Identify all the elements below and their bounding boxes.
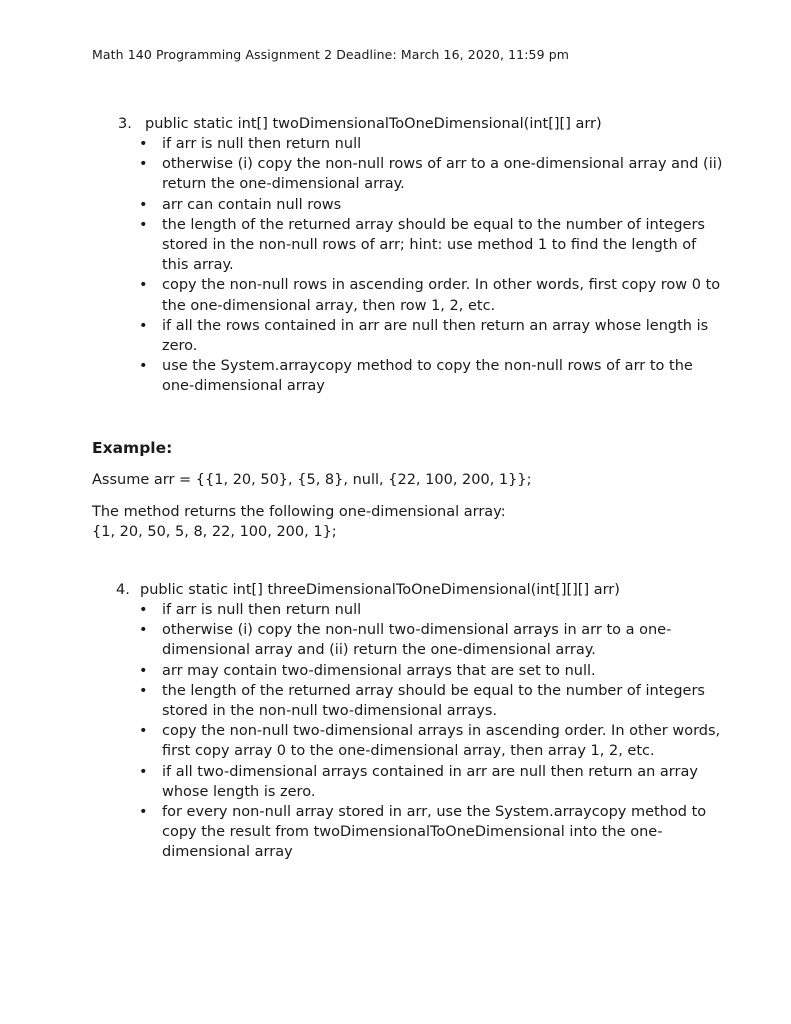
item-4-bullet: • if arr is null then return null xyxy=(92,600,712,620)
item-3-bullet: • use the System.arraycopy method to copy the non-null rows of arr to the one-dimensional array xyxy=(92,356,712,396)
item-3-signature: public static int[] twoDimensionalToOneDimensional(int[][] arr) xyxy=(145,116,602,132)
item-4-bullet: • copy the non-null two-dimensional arrays in ascending order. In other words, first copy array 0 to the one-dimensional array, then array 1, 2, etc. xyxy=(92,721,712,761)
example-result-line: {1, 20, 50, 5, 8, 22, 100, 200, 1}; xyxy=(92,524,337,540)
item-4-bullet: • arr may contain two-dimensional arrays that are set to null. xyxy=(92,661,712,681)
item-4 xyxy=(92,580,721,863)
item-3-bullet-list xyxy=(92,134,723,397)
item-4-title xyxy=(92,580,712,600)
item-4-bullet: • for every non-null array stored in arr, use the System.arraycopy method to copy the result from twoDimensionalToOneDimensional into the one- dimensional array xyxy=(92,802,712,863)
item-3-title xyxy=(92,114,712,134)
example-block xyxy=(92,438,712,542)
item-3-bullet: • if all the rows contained in arr are null then return an array whose length is zero. xyxy=(92,316,712,356)
item-4-bullet: • otherwise (i) copy the non-null two-dimensional arrays in arr to a one- dimensional array and (ii) return the one-dimensional array. xyxy=(92,620,712,660)
item-4-signature: public static int[] threeDimensionalToOneDimensional(int[][][] arr) xyxy=(140,582,620,598)
item-3-bullet: • the length of the returned array should be equal to the number of integers stored in the non-null rows of arr; hint: use method 1 to find the length of this array. xyxy=(92,215,712,276)
item-4-bullet: • the length of the returned array should be equal to the number of integers stored in the non-null two-dimensional arrays. xyxy=(92,681,712,721)
item-3-bullet: • copy the non-null rows in ascending order. In other words, first copy row 0 to the one-dimensional array, then row 1, 2, etc. xyxy=(92,275,712,315)
page-header: Math 140 Programming Assignment 2 Deadline: March 16, 2020, 11:59 pm xyxy=(92,47,570,62)
example-heading: Example: xyxy=(92,439,173,457)
item-3-bullet: • otherwise (i) copy the non-null rows of arr to a one-dimensional array and (ii) return the one-dimensional array. xyxy=(92,154,712,194)
item-4-number: 4. xyxy=(116,582,130,598)
item-3-bullet: • if arr is null then return null xyxy=(92,134,712,154)
item-3-number: 3. xyxy=(118,116,132,132)
example-assume-line: Assume arr = {{1, 20, 50}, {5, 8}, null, {22, 100, 200, 1}}; xyxy=(92,472,532,488)
item-3-bullet: • arr can contain null rows xyxy=(92,195,712,215)
item-3 xyxy=(92,114,723,397)
item-4-bullet: • if all two-dimensional arrays contained in arr are null then return an array whose length is zero. xyxy=(92,762,712,802)
item-4-bullet-list xyxy=(92,600,721,863)
example-returns-line: The method returns the following one-dimensional array: xyxy=(92,504,506,520)
